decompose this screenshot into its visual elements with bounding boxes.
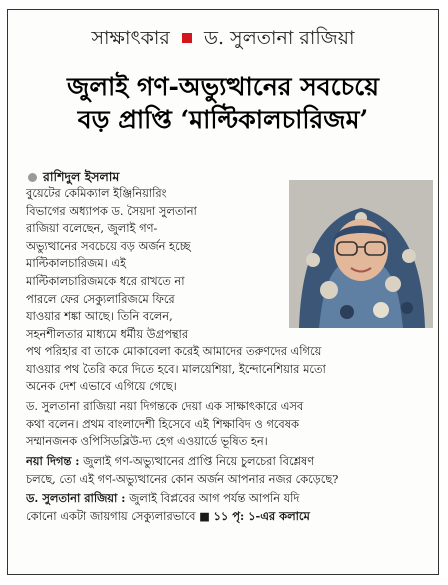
paragraph-1-full	[26, 343, 440, 396]
body-line: পথ পরিহার বা তাকে মোকাবেলা করেই আমাদের তরুণদের এগিয়ে	[26, 344, 322, 358]
question-line	[26, 453, 440, 471]
body-line: পারলে ফের সেক্যুলারিজমে ফিরে	[26, 291, 175, 306]
body-line: সহনশীলতার মাধ্যমে ধর্মীয় উগ্রপন্থার	[26, 326, 189, 341]
kicker-section: সাক্ষাৎকার	[91, 27, 170, 49]
section-kicker	[8, 24, 438, 56]
body-line: যাওয়ার শঙ্কা আছে। তিনি বলেন,	[26, 309, 173, 324]
continued-jump: ১১ পৃ: ১-এর কলামে	[213, 508, 310, 523]
portrait-photo	[289, 180, 433, 328]
portrait-image	[289, 180, 433, 328]
body-line: বুয়েটের কেমিক্যাল ইঞ্জিনিয়ারিং	[26, 186, 167, 200]
kicker-name: ড. সুলতানা রাজিয়া	[203, 27, 355, 49]
question-1	[26, 453, 440, 488]
body-line: রাজিয়া বলেছেন, জুলাই গণ-	[26, 221, 158, 236]
body-line: বিভাগের অধ্যাপক ড. সৈয়দা সুলতানা	[26, 203, 197, 218]
answer-line	[26, 490, 440, 508]
news-clipping	[7, 9, 439, 575]
headline-line-2: বড় প্রাপ্তি ‘মাল্টিকালচারিজম’	[77, 105, 369, 134]
answer-text: জুলাই বিপ্লবের আগ পর্যন্ত আপনি যদি	[125, 491, 300, 505]
red-square-icon	[182, 33, 192, 43]
body-line: যাওয়ার পথ তৈরি করে দিতে হবে। মালয়েশিয়া, ইন্দোনেশিয়ার মতো	[26, 361, 326, 376]
answer-line	[26, 508, 440, 526]
paragraph-1-column	[26, 185, 276, 343]
answer-speaker: ড. সুলতানা রাজিয়া :	[26, 491, 126, 505]
body-line: সম্মানজনক ওপিসিডব্লিউ-দ্য হেগ এওয়ার্ডে ভূষিত হন।	[26, 434, 268, 449]
byline-author: রাশিদুল ইসলাম	[43, 169, 120, 184]
body-line: কথা বলেন। প্রথম বাংলাদেশী হিসেবে এই শিক্ষাবিদ ও গবেষক	[26, 416, 299, 431]
answer-1	[26, 490, 440, 525]
question-speaker: নয়া দিগন্ত :	[26, 454, 80, 468]
headline	[18, 70, 428, 136]
body-line: অভ্যুত্থানের সবচেয়ে বড় অর্জন হচ্ছে	[26, 238, 191, 253]
question-line: চলছে, তো এই গণ-অভ্যুত্থানের কোন অর্জন আপনার নজর কেড়েছে?	[26, 471, 339, 486]
paragraph-2	[26, 398, 440, 451]
question-text: জুলাই গণ-অভ্যুত্থানের প্রাপ্তি নিয়ে চুলচেরা বিশ্লেষণ	[79, 454, 315, 468]
bullet-icon	[28, 173, 37, 182]
body-line: মাল্টিকালচারিজম। এই	[26, 256, 126, 271]
jump-marker-icon: ■	[199, 508, 210, 523]
headline-line-1: জুলাই গণ-অভ্যুত্থানের সবচেয়ে	[67, 72, 379, 101]
answer-text: কোনো একটা জায়গায় সেক্যুলারভাবে	[26, 508, 196, 523]
body-line: অনেক দেশ এভাবে এগিয়ে গেছে।	[26, 379, 177, 394]
body-line: ড. সুলতানা রাজিয়া নয়া দিগন্তকে দেয়া এক সাক্ষাৎকারে এসব	[26, 399, 304, 413]
body-line: মাল্টিকালচারিজমকে ধরে রাখতে না	[26, 273, 185, 288]
